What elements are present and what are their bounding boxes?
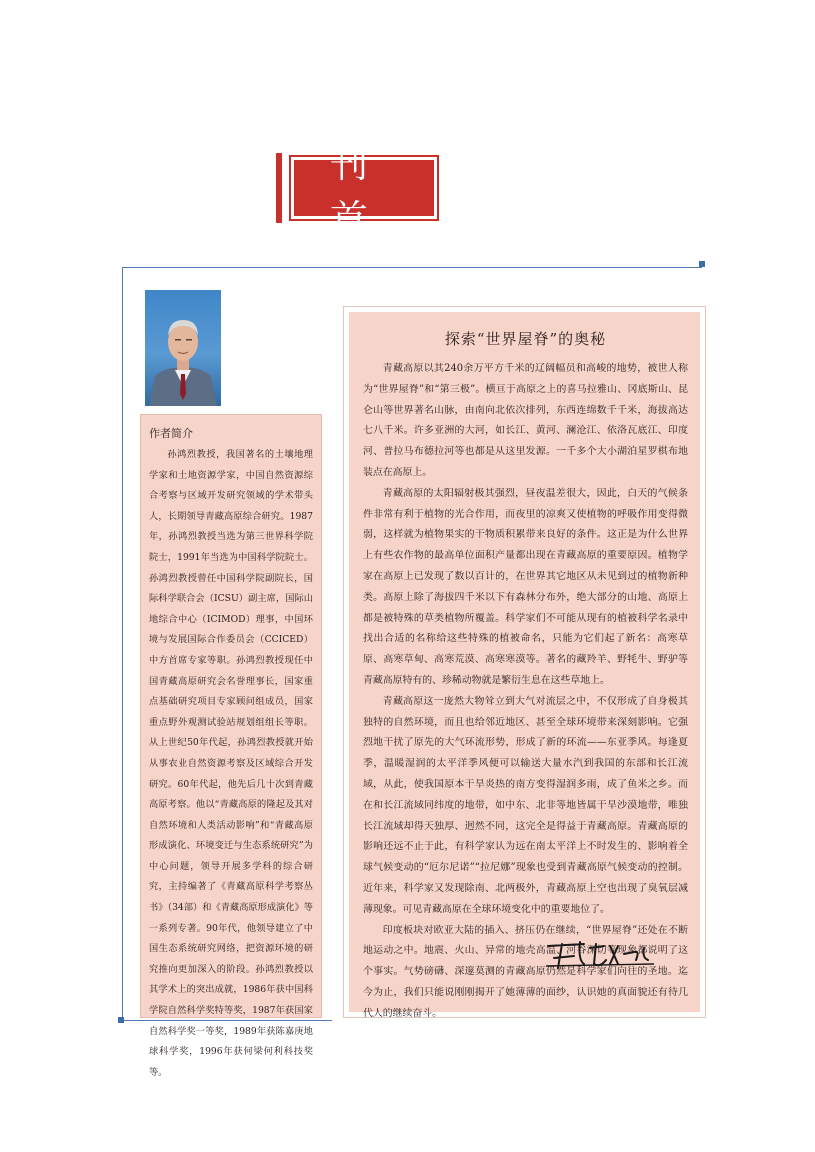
author-heading: 作者简介: [149, 427, 193, 440]
frame-left-line: [122, 267, 123, 1021]
author-bio-panel: [140, 414, 322, 1078]
signature-stroke: [544, 934, 664, 972]
frame-corner-square-top-right: [699, 261, 705, 267]
article-paragraph: 青藏高原的太阳辐射极其强烈，昼夜温差很大，因此，白天的气候条件非常有利于植物的光合作用，而夜里的凉爽又使植物的呼吸作用变得微弱，这样就为植物果实的干物质积累带来良好的条件。这正是为什么世界上有些农作物的最高单位面积产量都出现在青藏高原的重要原因。植物学家在高原上已发现了数以百计的，在世界其它地区从未见到过的植物新种类。高原上除了海拔四千米以下有森林分布外，绝大部分的山地、高原上都是被特殊的草类植物所覆盖。科学家们不可能从现有的植被科学名录中找出合适的名称给这些特殊的植被命名，只能为它们起了新名：高寒草原、高寒草甸、高寒荒漠、高寒寒漠等。著名的藏羚羊、野牦牛、野驴等青藏高原特有的、珍稀动物就是繁衍生息在这些草地上。: [363, 487, 688, 686]
frame-top-line: [122, 267, 702, 268]
article-paragraph: 青藏高原这一庞然大物耸立到大气对流层之中，不仅形成了自身极其独特的自然环境，而且也给邻近地区、甚至全球环境带来深刻影响。它强烈地干扰了原先的大气环流形势，形成了新的环流——东亚季风。每逢夏季，温暖湿润的太平洋季风便可以输送大量水汽到我国的东部和长江流域，从此，使我国原本干旱炎热的南方变得湿润多雨，成了鱼米之乡。而在和长江流域同纬度的地带，如中东、北非等地皆属干旱沙漠地带，唯独长江流域却得天独厚、迥然不同，这完全是得益于青藏高原。青藏高原的影响还远不止于此，有科学家认为远在南太平洋上不时发生的、影响着全球气候变动的“厄尔尼诺”“拉尼娜”现象也受到青藏高原气候变动的控制。近年来，科学家又发现除南、北两极外，青藏高原上空也出现了臭氧层减薄现象。可见青藏高原在全球环境变化中的重要地位了。: [363, 695, 688, 915]
article-title: 探索“世界屋脊”的奥秘: [444, 330, 607, 348]
author-bio-text: 孙鸿烈教授，我国著名的土壤地理学家和土地资源学家，中国自然资源综合考察与区域开发研究领域的学术带头人，长期领导青藏高原综合研究。1987年，孙鸿烈教授当选为第三世界科学院院士，1991年当选为中国科学院院士。孙鸿烈教授曾任中国科学院副院长，国际科学联合会（ICSU）副主席，国际山地综合中心（ICIMOD）理事，中国环境与发展国际合作委员会（CCICED）中方首席专家等职。孙鸿烈教授现任中国青藏高原研究会名誉理事长，国家重点基础研究项目专家顾问组成员，国家重点野外观测试验站规划组组长等职。从上世纪50年代起，孙鸿烈教授就开始从事农业自然资源考察及区域综合开发研究。60年代起，他先后几十次到青藏高原考察。他以“青藏高原的隆起及其对自然环境和人类活动影响”和“青藏高原形成演化、环境变迁与生态系统研究”为中心问题，领导开展多学科的综合研究，主持编著了《青藏高原科学考察丛书》（34部）和《青藏高原形成演化》等一系列专著。90年代，他领导建立了中国生态系统研究网络，把资源环境的研究推向更加深入的阶段。孙鸿烈教授以其学术上的突出成就，1986年获中国科学院自然科学奖特等奖，1987年获国家自然科学奖一等奖，1989年获陈嘉庚地球科学奖，1996年获何梁何利科技奖等。: [149, 449, 313, 1078]
article-paragraph: 印度板块对欧亚大陆的插入、挤压仍在继续，“世界屋脊”还处在不断地运动之中。地震、火山、异常的地壳高温、河谷深切等现象都说明了这个事实。气势磅礴、深邃莫测的青藏高原仍然是科学家们向往的圣地。迄今为止，我们只能说刚刚揭开了她薄薄的面纱，认识她的真面貌还有待几代人的继续奋斗。: [363, 924, 688, 1019]
article-frame: [343, 306, 706, 1018]
title-box: [289, 142, 439, 241]
page-title: 刊 首: [294, 160, 434, 216]
portrait-illustration: [145, 290, 221, 406]
author-signature: [544, 934, 664, 972]
title-accent-bar: [276, 153, 282, 223]
author-photo: [145, 290, 221, 406]
article-paragraph: 青藏高原以其240余万平方千米的辽阔幅员和高峻的地势，被世人称为“世界屋脊”和“第三极”。横亘于高原之上的喜马拉雅山、冈底斯山、昆仑山等世界著名山脉，由南向北依次排列，东西连绵数千千米，海拔高达七八千米。许多亚洲的大河，如长江、黄河、澜沧江、依洛瓦底江、印度河、普拉马布德拉河等也都是从这里发源。一千多个大小湖泊星罗棋布地装点在高原上。: [363, 363, 688, 478]
article-panel: [349, 312, 700, 1019]
frame-corner-square-bottom-left: [118, 1017, 124, 1023]
